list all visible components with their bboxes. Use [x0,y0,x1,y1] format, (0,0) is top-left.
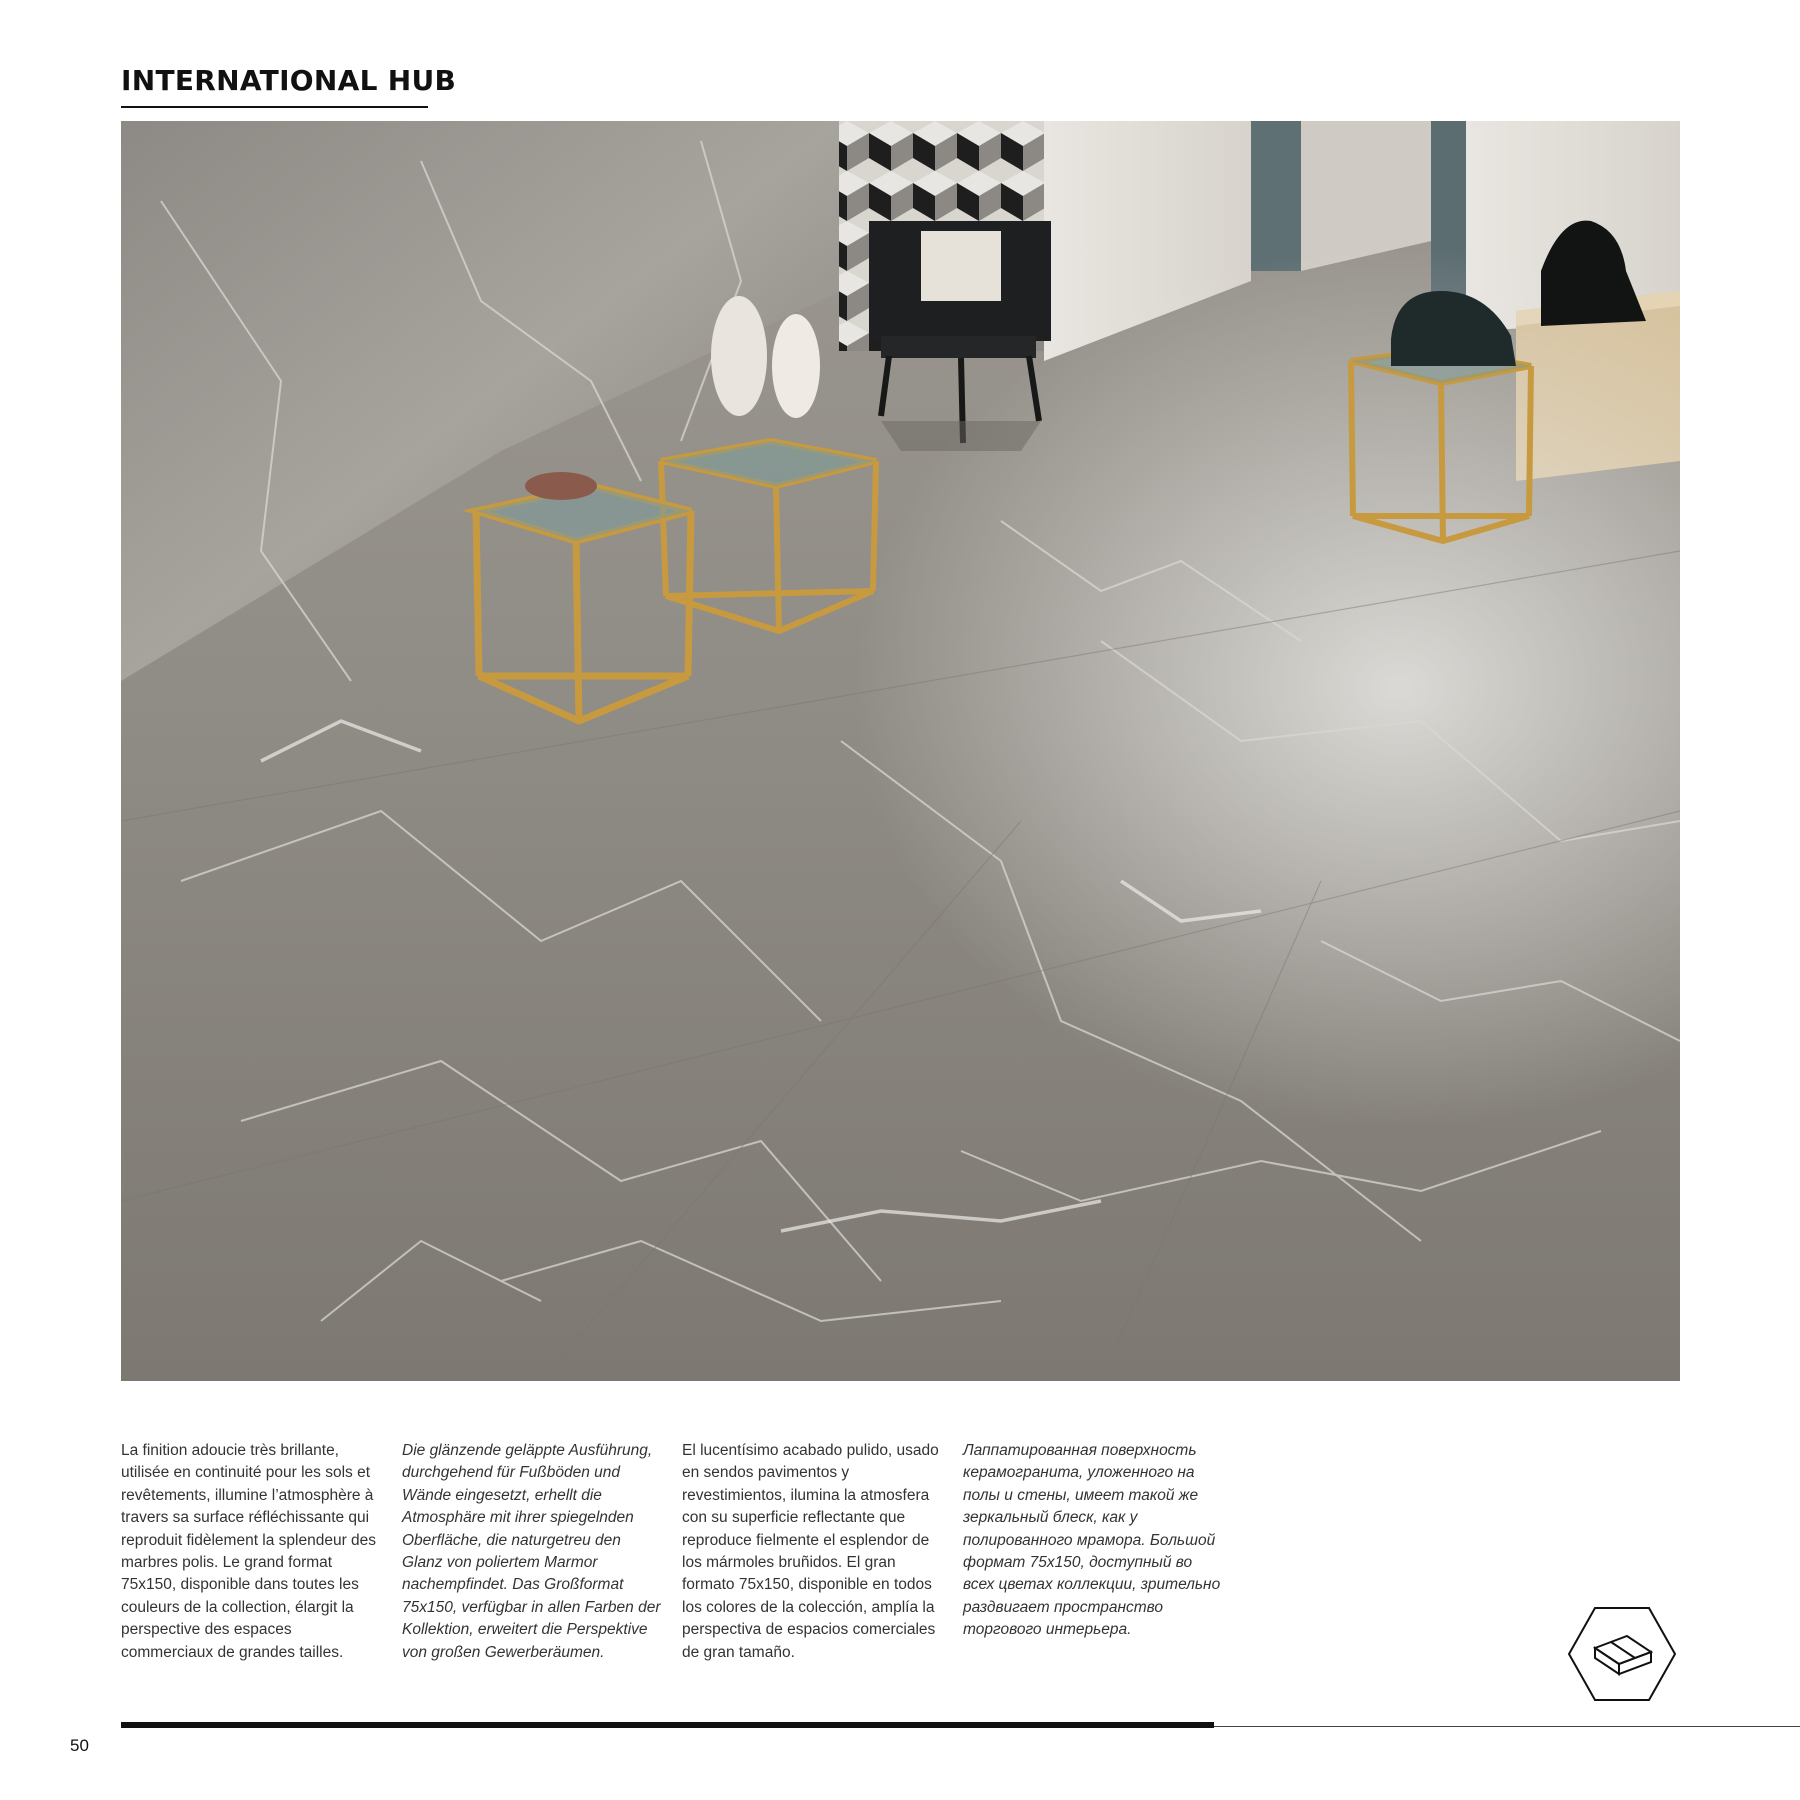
footer-thin-rule [1214,1726,1800,1727]
body-text-german: Die glänzende geläppte Ausführung, durchgehend für Fußböden und Wände eingesetzt, erhellt die Atmosphäre mit ihrer spiegelnden Oberfläche, die naturgetreu den Glanz von poliertem Marmor nachempfindet. Das Großformat 75x150, verfügbar in allen Farben der Kollektion, erweitert die Perspektive von großen Gewerberäumen. [402,1442,661,1661]
page-title: INTERNATIONAL HUB [121,64,457,97]
body-text-french: La finition adoucie très brillante, utilisée en continuité pour les sols et revêtements, illumine l’atmosphère à travers sa surface réfléchissante qui reproduit fidèlement la splendeur des marbres polis. Le grand format 75x150, disponible dans toutes les couleurs de la collection, élargit la perspective des espaces commerciaux de grandes tailles. [121,1442,377,1661]
body-text-russian: Лаппатированная поверхность керамогранита, уложенного на полы и стены, имеет такой же зеркальный блеск, как у полированного мрамора. Большой формат 75x150, доступный во всех цветах коллекции, зрительно раздвигает пространство торгового интерьера. [963,1442,1221,1639]
body-text-spanish: El lucentísimo acabado pulido, usado en sendos pavimentos y revestimientos, ilumina la atmosfera con su superficie reflectante que reproduce fielmente el esplendor de los mármoles bruñidos. El gran formato 75x150, disponible en todos los colores de la colección, amplía la perspectiva de espacios comerciales de gran tamaño. [682,1442,939,1661]
footer-thick-rule [121,1722,1214,1728]
hexagon-tile-icon [1567,1606,1677,1702]
marble-interior-photo [121,121,1680,1381]
title-underline [121,106,428,108]
page-number: 50 [70,1736,89,1755]
